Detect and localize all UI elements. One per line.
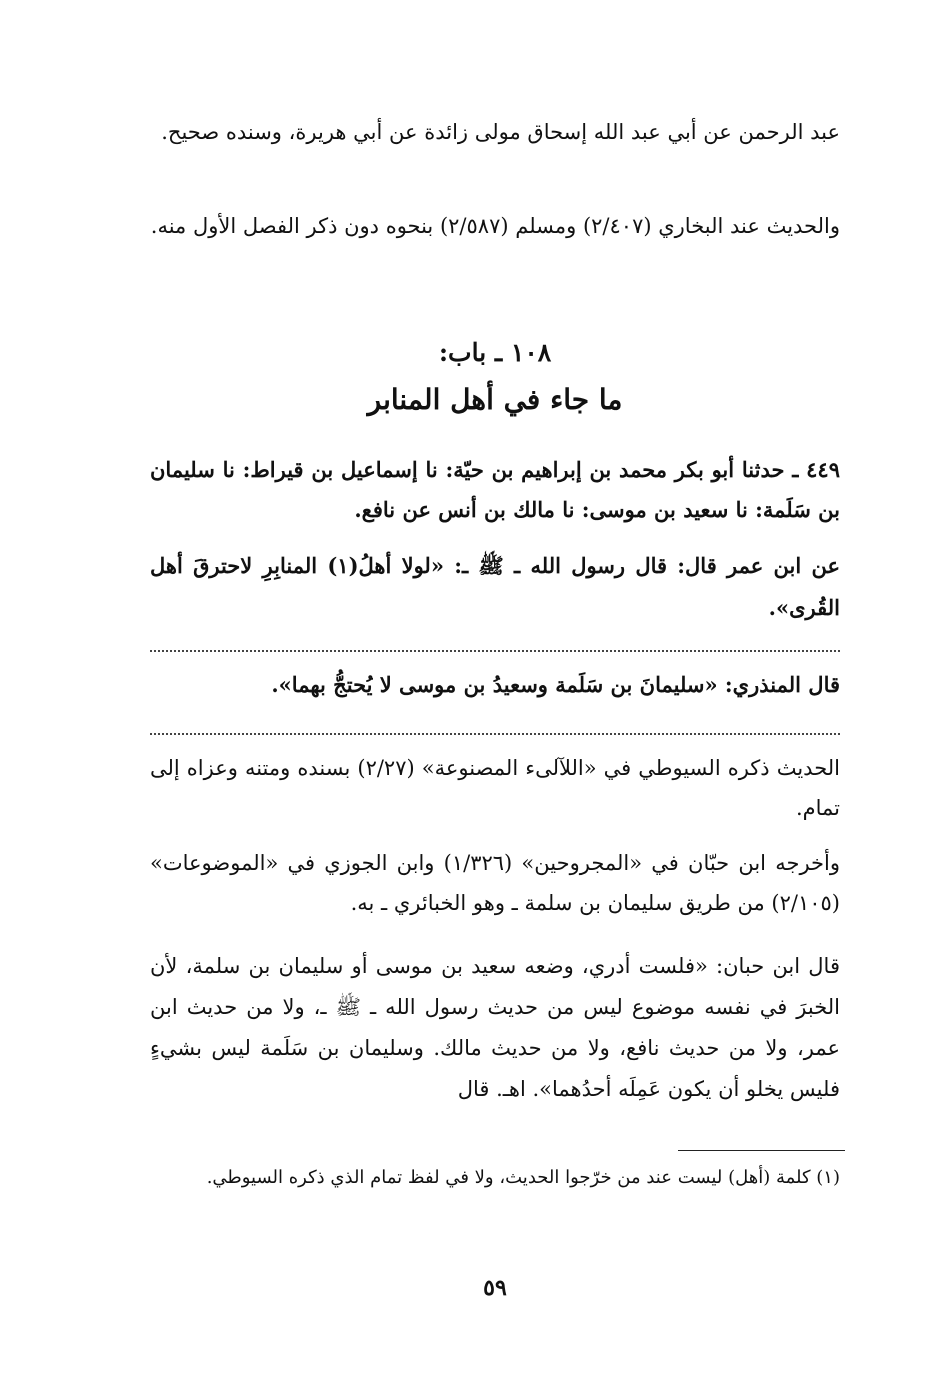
footnote: (١) كلمة (أهل) ليست عند من خرّجوا الحديث، ولا في لفظ تمام الذي ذكره السيوطي. <box>206 1167 840 1188</box>
commentary-paragraph-2: وأخرجه ابن حبّان في «المجروحين» (١/٣٢٦) وابن الجوزي في «الموضوعات» (٢/١٠٥) من طريق سليمان بن سلمة ـ وهو الخبائري ـ به. <box>150 851 840 915</box>
dotted-divider-bottom <box>150 733 840 735</box>
chapter-number: ١٠٨ ـ باب: <box>438 338 552 367</box>
intro-paragraph-1: عبد الرحمن عن أبي عبد الله إسحاق مولى زائدة عن أبي هريرة، وسنده صحيح. <box>161 120 840 144</box>
hadith-isnad: ٤٤٩ ـ حدثنا أبو بكر محمد بن إبراهيم بن حيّة: نا إسماعيل بن قيراط: نا سليمان بن سَلَمة: نا سعيد بن موسى: نا مالك بن أنس عن نافع. <box>150 457 840 522</box>
page-number: ٥٩ <box>483 1275 507 1301</box>
dotted-divider-top <box>150 650 840 652</box>
footnote-separator <box>678 1150 845 1151</box>
intro-paragraph-2: والحديث عند البخاري (٢/٤٠٧) ومسلم (٢/٥٨٧) بنحوه دون ذكر الفصل الأول منه. <box>150 214 840 238</box>
mundhiri-note: قال المنذري: «سليمانَ بن سَلَمة وسعيدُ بن موسى لا يُحتجُّ بهما». <box>271 672 840 697</box>
hadith-matn: عن ابن عمر قال: قال رسول الله ـ ﷺ ـ: «لولا أهلُ(١) المنابِرِ لاحترقَ أهل القُرى». <box>150 553 840 620</box>
chapter-title: ما جاء في أهل المنابر <box>367 383 623 416</box>
commentary-paragraph-3: قال ابن حبان: «فلست أدري، وضعه سعيد بن موسى أو سليمان بن سلمة، لأن الخبرَ في نفسه موضوع ليس من حديث رسول الله ـ ﷺ ـ، ولا من حديث ابن عمر، ولا من حديث نافع، ولا من حديث مالك. وسليمان بن سَلَمة ليس بشيءٍ فليس يخلو أن يكون عَمِلَه أحدُهما». اهـ. قال <box>150 954 840 1101</box>
commentary-paragraph-1: الحديث ذكره السيوطي في «اللآلىء المصنوعة» (٢/٢٧) بسنده ومتنه وعزاه إلى تمام. <box>150 756 840 820</box>
